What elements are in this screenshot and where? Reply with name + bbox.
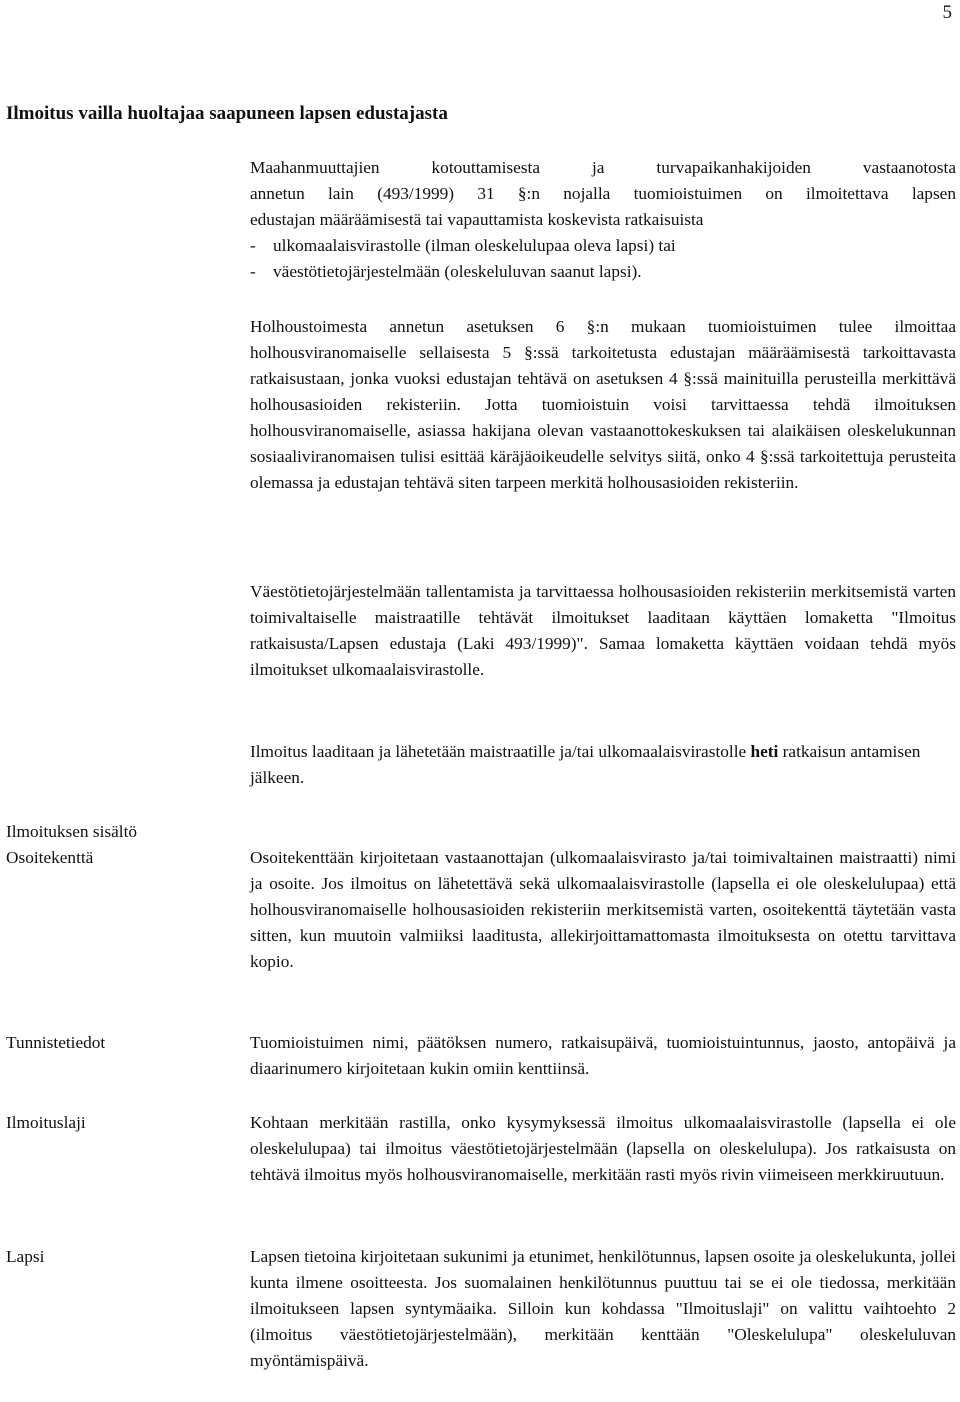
section-label-ilmoituslaji: Ilmoituslaji <box>6 1113 86 1132</box>
section-label-lapsi: Lapsi <box>6 1247 45 1266</box>
intro-bullet: - ulkomaalaisvirastolle (ilman oleskelulupaa oleva lapsi) tai <box>250 236 676 255</box>
heti-text-after: ratkaisun antamisen jälkeen. <box>250 742 921 787</box>
holhous-paragraph: Holhoustoimesta annetun asetuksen 6 §:n mukaan tuomioistuimen tulee ilmoittaa holhousviranomaiselle sellaisesta 5 §:ssä tarkoitetusta edustajan määräämisestä tarkoittavasta ratkaisustaan, jonka vuoksi edustajan tehtävä on asetuksen 4 §:ssä mainituilla perusteilla merkittävä holhousasioiden rekisteriin. Jotta tuomioistuin voisi tarvittaessa tehdä ilmoituksen holhousviranomaiselle, asiassa hakijana olevan vastaanottokeskuksen tai alaikäisen oleskelukunnan sosiaaliviranomaisen tulisi esittää käräjäoikeudelle selvitys siitä, onko 4 §:ssä tarkoitettuja perusteita olemassa ja edustajan tehtävä siten tarpeen merkitä holhousasioiden rekisteriin. <box>250 317 956 492</box>
section-label-tunnistetiedot: Tunnistetiedot <box>6 1033 106 1052</box>
section-text-ilmoituslaji: Kohtaan merkitään rastilla, onko kysymyksessä ilmoitus ulkomaalaisvirastolle (lapsella ei ole oleskelulupaa) tai ilmoitus väestötietojärjestelmään (lapsella on oleskelulupa). Jos ratkaisusta on tehtävä ilmoitus myös holhousviranomaiselle, merkitään rasti myös rivin viimeiseen merkkiruutuun. <box>250 1113 956 1184</box>
section-text-lapsi: Lapsen tietoina kirjoitetaan sukunimi ja etunimet, henkilötunnus, lapsen osoite ja oleskelukunta, jollei kunta ilmene osoitteesta. Jos suomalainen henkilötunnus puuttuu tai se ei ole tiedossa, merkitään ilmoitukseen lapsen syntymäaika. Silloin kun kohdassa "Ilmoituslaji" on valittu vaihtoehto 2 (ilmoitus väestötietojärjestelmään), merkitään kenttään "Oleskelulupa" oleskeluluvan myöntämispäivä. <box>250 1247 956 1370</box>
intro-bullet: - väestötietojärjestelmään (oleskeluluvan saanut lapsi). <box>250 262 642 281</box>
heti-emphasis: heti <box>750 742 779 761</box>
section-label-osoitekentta: Osoitekenttä <box>6 848 94 867</box>
section-text-tunnistetiedot: Tuomioistuimen nimi, päätöksen numero, ratkaisupäivä, tuomioistuintunnus, jaosto, antopäivä ja diaarinumero kirjoitetaan kukin omiin kenttiinsä. <box>250 1033 956 1078</box>
intro-paragraph <box>250 155 956 285</box>
vaestotieto-paragraph: Väestötietojärjestelmään tallentamista ja tarvittaessa holhousasioiden rekisteriin merkitsemistä varten toimivaltaiselle maistraatille tehtävät ilmoitukset laaditaan käyttäen lomaketta "Ilmoitus ratkaisusta/Lapsen edustaja (Laki 493/1999)". Samaa lomaketta käyttäen voidaan tehdä myös ilmoitukset ulkomaalaisvirastolle. <box>250 582 956 679</box>
section-heading-block <box>6 819 137 871</box>
page-title: Ilmoitus vailla huoltajaa saapuneen lapsen edustajasta <box>6 103 448 124</box>
intro-line: Maahanmuuttajien kotouttamisesta ja turvapaikanhakijoiden vastaanotosta <box>250 158 956 177</box>
section-text-osoitekentta: Osoitekenttään kirjoitetaan vastaanottajan (ulkomaalaisvirasto ja/tai toimivaltainen maistraatti) nimi ja osoite. Jos ilmoitus on lähetettävä sekä ulkomaalaisvirastolle (lapsella ei ole oleskelulupaa) että holhousviranomaiselle holhousasioiden rekisteriin merkitsemistä varten, osoitekenttä täytetään vasta sitten, kun muutoin valmiiksi laaditusta, allekirjoittamattomasta ilmoituksesta on otettu tarvittava kopio. <box>250 848 956 971</box>
intro-line: annetun lain (493/1999) 31 §:n nojalla tuomioistuimen on ilmoitettava lapsen <box>250 184 956 203</box>
page-number: 5 <box>942 2 952 23</box>
intro-line: edustajan määräämisestä tai vapauttamista koskevista ratkaisuista <box>250 210 704 229</box>
heti-text-before: Ilmoitus laaditaan ja lähetetään maistraatille ja/tai ulkomaalaisvirastolle <box>250 742 751 761</box>
heti-paragraph <box>250 739 956 791</box>
side-heading: Ilmoituksen sisältö <box>6 822 138 841</box>
